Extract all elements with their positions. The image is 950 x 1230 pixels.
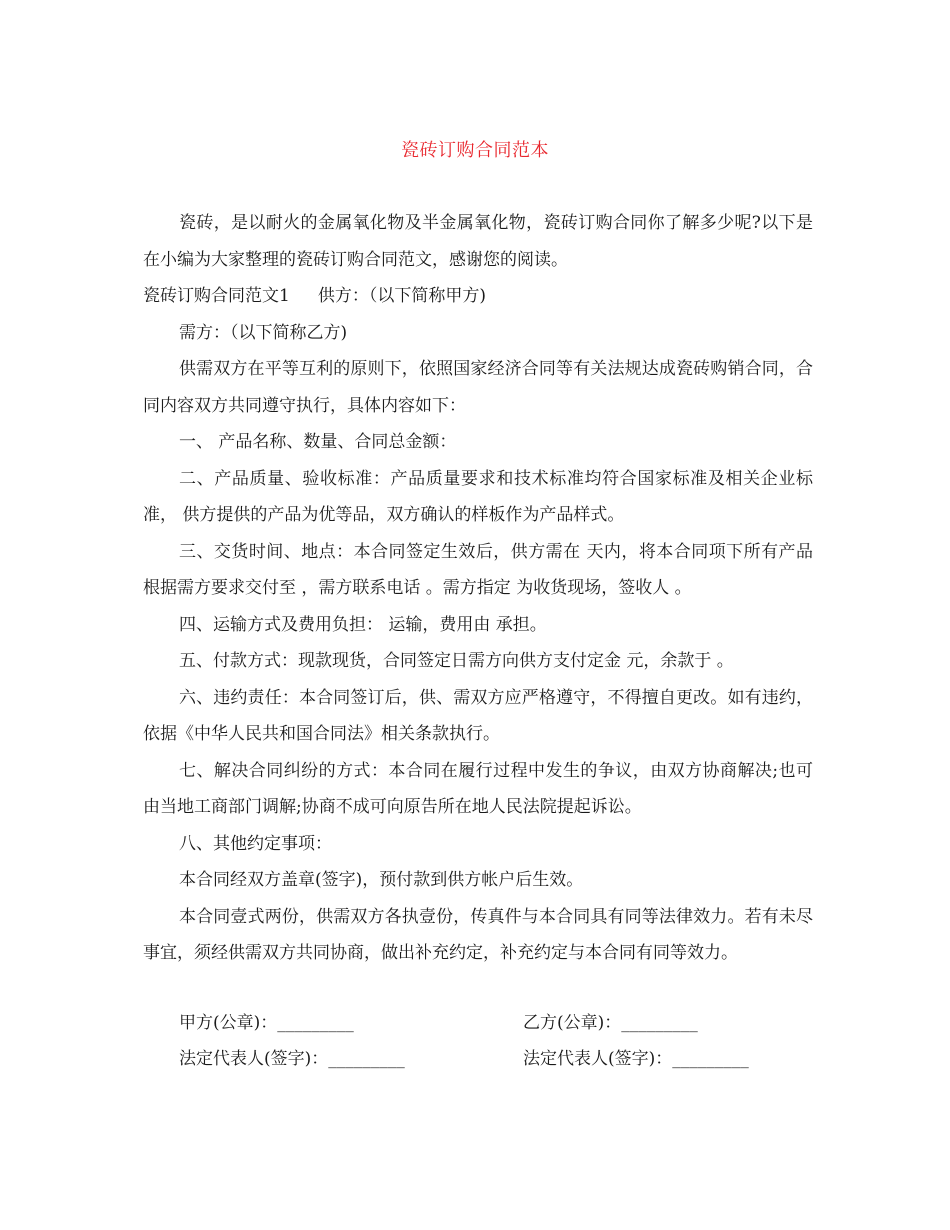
party-a-rep-field: 法定代表人(签字)：_________	[179, 1049, 405, 1069]
party-b-seal-field: 乙方(公章)：_________	[523, 1013, 698, 1033]
clause-4: 四、运输方式及费用负担： 运输，费用由 承担。	[179, 614, 547, 635]
party-b-rep-field: 法定代表人(签字)：_________	[523, 1049, 749, 1069]
seal-signature-row	[179, 1008, 819, 1044]
supplier-line: 供方：（以下简称甲方)	[317, 286, 486, 306]
clause-1: 一、 产品名称、数量、合同总金额：	[179, 432, 457, 452]
preamble-paragraph: 供需双方在平等互利的原则下，依照国家经济合同等有关法规达成瓷砖购销合同，合同内容双方共同遵守执行，具体内容如下：	[143, 359, 813, 416]
clause-2: 二、产品质量、验收标准：产品质量要求和技术标准均符合国家标准及相关企业标准， 供方提供的产品为优等品，双方确认的样板作为产品样式。	[143, 468, 813, 525]
buyer-line: 需方：（以下简称乙方)	[179, 322, 348, 343]
clause-8: 八、其他约定事项：	[179, 833, 332, 854]
copies-paragraph: 本合同壹式两份，供需双方各执壹份，传真件与本合同具有同等法律效力。若有未尽事宜，须经供需双方共同协商，做出补充约定，补充约定与本合同有同等效力。	[143, 906, 813, 963]
clause-6: 六、违约责任：本合同签订后，供、需双方应严格遵守，不得擅自更改。如有违约，依据《中华人民共和国合同法》相关条款执行。	[143, 687, 813, 744]
clause-3: 三、交货时间、地点：本合同签定生效后，供方需在 天内，将本合同项下所有产品根据需方要求交付至 ，需方联系电话 。需方指定 为收货现场，签收人 。	[143, 541, 813, 598]
party-a-seal-field: 甲方(公章)：_________	[179, 1013, 354, 1033]
intro-paragraph: 瓷砖，是以耐火的金属氧化物及半金属氧化物，瓷砖订购合同你了解多少呢?以下是在小编为大家整理的瓷砖订购合同范文，感谢您的阅读。	[143, 213, 813, 270]
representative-signature-row	[179, 1044, 819, 1080]
clause-7: 七、解决合同纠纷的方式：本合同在履行过程中发生的争议，由双方协商解决;也可由当地工商部门调解;协商不成可向原告所在地人民法院提起诉讼。	[143, 760, 813, 817]
effectiveness-paragraph: 本合同经双方盖章(签字)，预付款到供方帐户后生效。	[179, 870, 584, 890]
clause-5: 五、付款方式：现款现货，合同签定日需方向供方支付定金 元，余款于 。	[179, 651, 734, 671]
document-title: 瓷砖订购合同范本	[401, 140, 549, 161]
sample-heading: 瓷砖订购合同范文1	[143, 286, 290, 306]
sample-heading-line	[143, 278, 813, 315]
document-body	[143, 205, 813, 972]
